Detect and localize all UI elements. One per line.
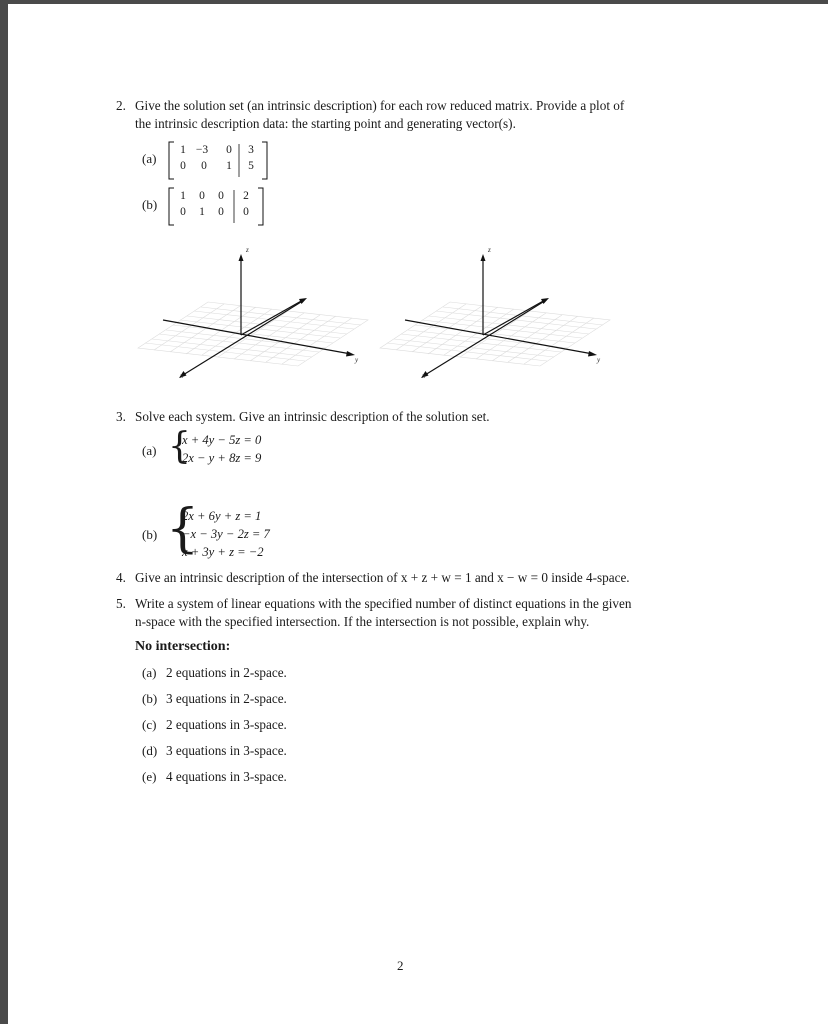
matrix-2a-cell: 1	[226, 160, 232, 172]
problem-5d-text: 3 equations in 3-space.	[166, 743, 287, 758]
problem-3a-label: (a)	[142, 443, 157, 458]
problem-5b-label: (b)	[142, 691, 158, 706]
axes-plot-a	[133, 240, 373, 380]
problem-3-text: Solve each system. Give an intrinsic description of the solution set.	[135, 409, 490, 424]
problem-3-number: 3.	[116, 409, 126, 424]
problem-5-line2: n-space with the specified intersection. If the intersection is not possible, explain why.	[135, 614, 590, 629]
document-page	[8, 4, 828, 1024]
problem-5a-text: 2 equations in 2-space.	[166, 665, 287, 680]
problem-5-heading: No intersection:	[135, 639, 231, 654]
plot-grid	[380, 302, 610, 366]
problem-2-line1: Give the solution set (an intrinsic description) for each row reduced matrix. Provide a plot of	[135, 98, 625, 113]
matrix-2a-cell: 3	[248, 144, 254, 156]
problem-2-number: 2.	[116, 98, 126, 113]
problem-5c-label: (c)	[142, 717, 157, 732]
problem-5-line1: Write a system of linear equations with the specified number of distinct equations in the given	[135, 596, 632, 611]
matrix-2b-cell: 1	[199, 206, 205, 218]
matrix-2a-cell: 0	[180, 160, 186, 172]
problem-5e-text: 4 equations in 3-space.	[166, 769, 287, 784]
plot-grid	[138, 302, 368, 366]
problem-5d-label: (d)	[142, 743, 158, 758]
matrix-2b-cell: 0	[199, 190, 205, 202]
matrix-2a-cell: −3	[195, 144, 209, 156]
problem-4-text: Give an intrinsic description of the intersection of x + z + w = 1 and x − w = 0 inside 4-space.	[135, 570, 630, 585]
matrix-2a-cell: 5	[248, 160, 254, 172]
matrix-2a-cell: 1	[180, 144, 186, 156]
z-axis-label: z	[246, 246, 249, 254]
x-axis-label: x	[180, 372, 184, 380]
left-brace: {	[168, 426, 191, 467]
matrix-2b-cell: 0	[243, 206, 249, 218]
equation-3a-2: 2x − y + 8z = 9	[182, 451, 262, 465]
matrix-2b-cell: 1	[180, 190, 186, 202]
problem-2a-label: (a)	[142, 151, 157, 166]
matrix-2a-cell: 0	[226, 144, 232, 156]
equation-3a-1: x + 4y − 5z = 0	[182, 433, 262, 447]
matrix-2b-cell: 0	[180, 206, 186, 218]
problem-2-line2: the intrinsic description data: the starting point and generating vector(s).	[135, 116, 516, 131]
page-number: 2	[397, 958, 404, 973]
axes-plot-b	[375, 240, 615, 380]
problem-2b-label: (b)	[142, 197, 158, 212]
x-axis-label: x	[422, 372, 426, 380]
problem-5c-text: 2 equations in 3-space.	[166, 717, 287, 732]
left-brace: {	[166, 499, 200, 559]
problem-5a-label: (a)	[142, 665, 157, 680]
matrix-2b-cell: 0	[218, 190, 224, 202]
matrix-2b-cell: 2	[243, 190, 249, 202]
problem-4-number: 4.	[116, 570, 126, 585]
axis-lines	[405, 254, 597, 378]
axis-lines	[163, 254, 355, 378]
matrix-2b-cell: 0	[218, 206, 224, 218]
z-axis-label: z	[488, 246, 491, 254]
equation-3b-3: x + 3y + z = −2	[182, 545, 264, 559]
y-axis-label: y	[597, 356, 601, 364]
problem-5-number: 5.	[116, 596, 126, 611]
problem-5b-text: 3 equations in 2-space.	[166, 691, 287, 706]
problem-5e-label: (e)	[142, 769, 157, 784]
equation-3b-1: 2x + 6y + z = 1	[182, 509, 262, 523]
matrix-2a-cell: 0	[201, 160, 207, 172]
equation-3b-2: −x − 3y − 2z = 7	[182, 527, 270, 541]
y-axis-label: y	[355, 356, 359, 364]
problem-3b-label: (b)	[142, 527, 158, 542]
